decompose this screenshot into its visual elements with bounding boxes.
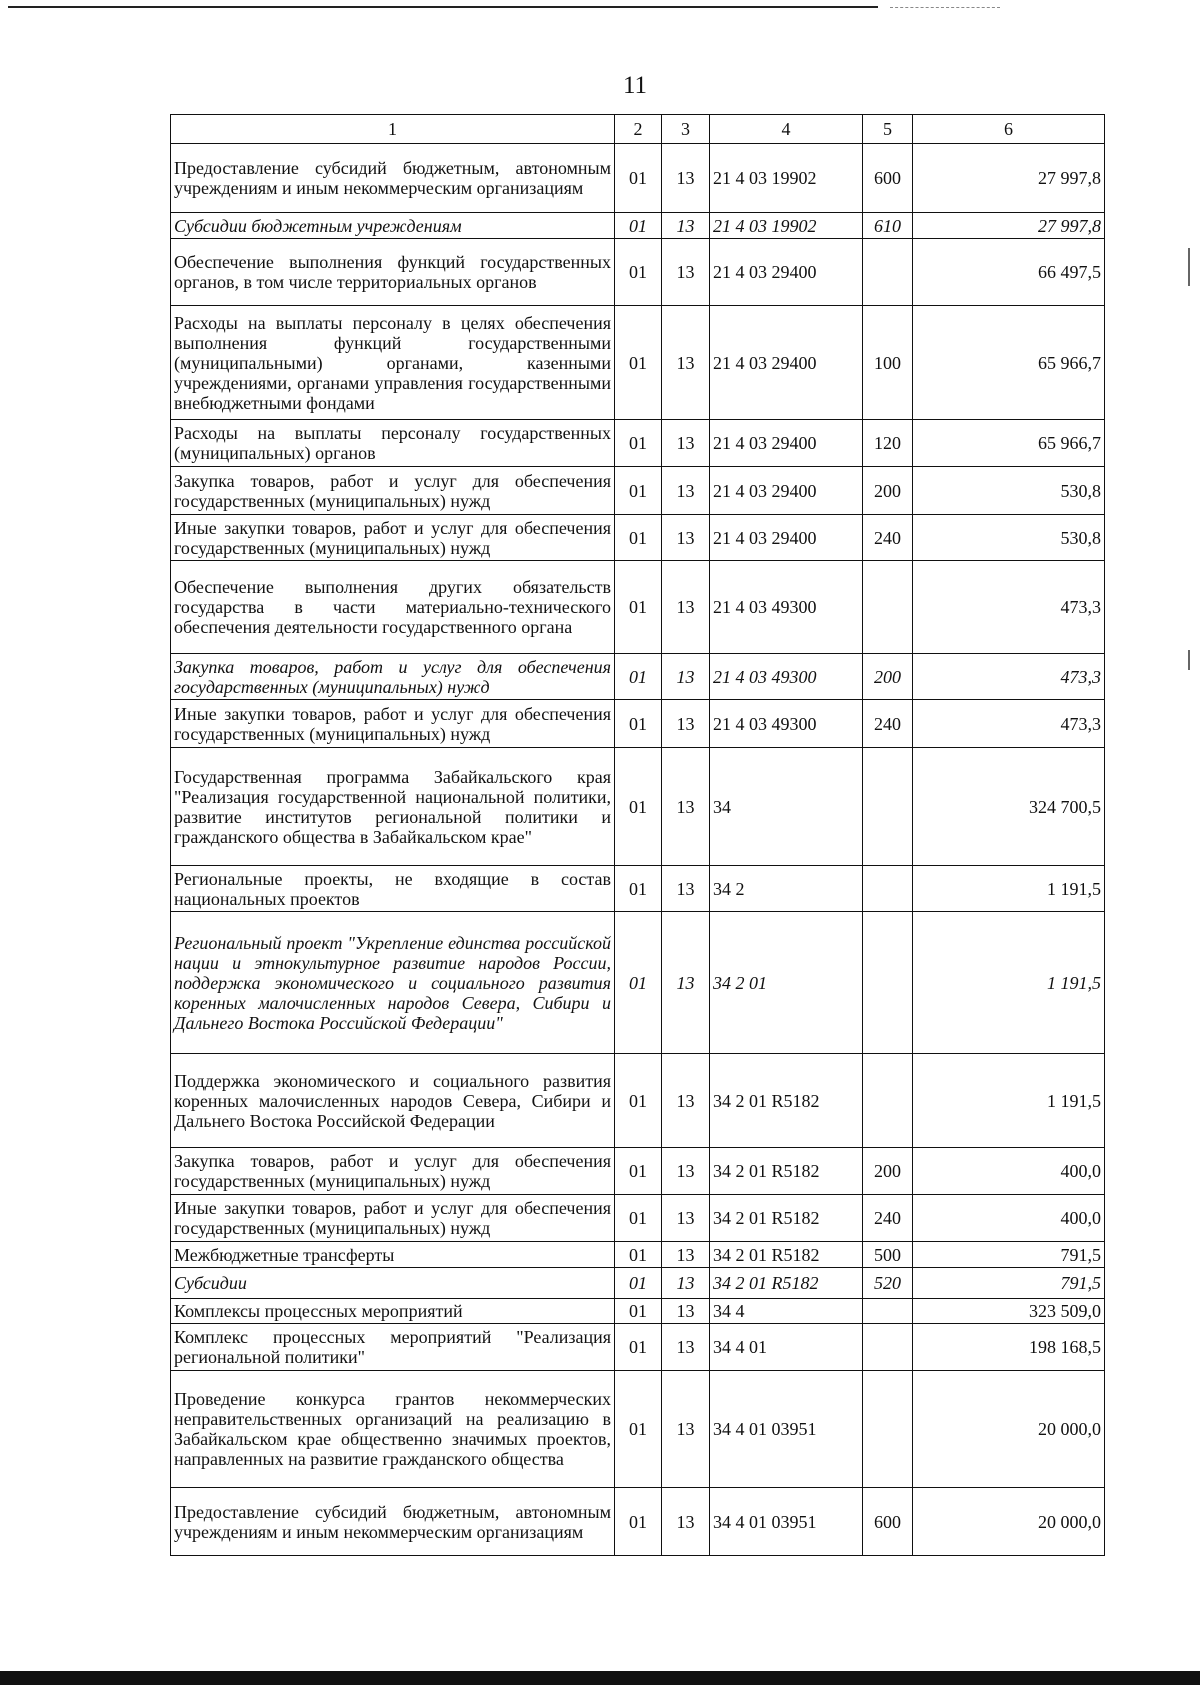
table-row (171, 213, 1105, 239)
row-expense-type-cell: 200 (863, 654, 913, 700)
scan-margin-mark (1188, 248, 1190, 286)
row-target-code-cell: 34 2 01 R5182 (710, 1054, 863, 1148)
row-section-cell: 01 (615, 866, 662, 912)
row-expense-type-cell (863, 912, 913, 1054)
row-amount-cell: 323 509,0 (913, 1299, 1105, 1324)
row-section-cell: 01 (615, 654, 662, 700)
table-row (171, 654, 1105, 700)
row-expense-type-cell (863, 1054, 913, 1148)
row-expense-type-cell (863, 1299, 913, 1324)
row-section-cell: 01 (615, 515, 662, 561)
row-section-cell: 01 (615, 561, 662, 654)
row-subsection-cell: 13 (662, 1299, 710, 1324)
table-row (171, 561, 1105, 654)
row-name-cell: Иные закупки товаров, работ и услуг для обеспечения государственных (муниципальных) нужд (171, 700, 615, 748)
row-section-cell: 01 (615, 144, 662, 213)
row-amount-cell: 791,5 (913, 1268, 1105, 1299)
table-row (171, 306, 1105, 420)
row-expense-type-cell: 600 (863, 1488, 913, 1556)
table-row (171, 1054, 1105, 1148)
row-subsection-cell: 13 (662, 515, 710, 561)
row-target-code-cell: 21 4 03 29400 (710, 239, 863, 306)
row-subsection-cell: 13 (662, 700, 710, 748)
table-row (171, 1324, 1105, 1371)
row-expense-type-cell: 600 (863, 144, 913, 213)
row-target-code-cell: 21 4 03 29400 (710, 467, 863, 515)
row-subsection-cell: 13 (662, 420, 710, 467)
row-target-code-cell: 34 2 01 R5182 (710, 1242, 863, 1268)
row-amount-cell: 400,0 (913, 1148, 1105, 1195)
row-subsection-cell: 13 (662, 1268, 710, 1299)
row-subsection-cell: 13 (662, 1488, 710, 1556)
header-cell-3: 3 (662, 115, 710, 144)
row-section-cell: 01 (615, 700, 662, 748)
row-section-cell: 01 (615, 306, 662, 420)
row-target-code-cell: 34 2 01 R5182 (710, 1148, 863, 1195)
row-subsection-cell: 13 (662, 748, 710, 866)
row-subsection-cell: 13 (662, 1148, 710, 1195)
table-row (171, 1242, 1105, 1268)
row-expense-type-cell (863, 561, 913, 654)
table-row (171, 467, 1105, 515)
row-expense-type-cell: 500 (863, 1242, 913, 1268)
row-target-code-cell: 34 2 (710, 866, 863, 912)
table-row (171, 866, 1105, 912)
row-section-cell: 01 (615, 912, 662, 1054)
row-expense-type-cell: 240 (863, 515, 913, 561)
table-row (171, 1195, 1105, 1242)
row-amount-cell: 66 497,5 (913, 239, 1105, 306)
row-amount-cell: 20 000,0 (913, 1488, 1105, 1556)
row-name-cell: Закупка товаров, работ и услуг для обеспечения государственных (муниципальных) нужд (171, 467, 615, 515)
scan-margin-mark (1188, 650, 1190, 670)
row-amount-cell: 65 966,7 (913, 306, 1105, 420)
row-subsection-cell: 13 (662, 239, 710, 306)
row-name-cell: Поддержка экономического и социального развития коренных малочисленных народов Севера, Сибири и Дальнего Востока Российской Федерации (171, 1054, 615, 1148)
row-section-cell: 01 (615, 1371, 662, 1488)
table-row (171, 748, 1105, 866)
table-row (171, 239, 1105, 306)
row-amount-cell: 65 966,7 (913, 420, 1105, 467)
row-name-cell: Обеспечение выполнения других обязательств государства в части материально-технического обеспечения деятельности государственного органа (171, 561, 615, 654)
row-target-code-cell: 21 4 03 19902 (710, 144, 863, 213)
row-section-cell: 01 (615, 239, 662, 306)
row-subsection-cell: 13 (662, 213, 710, 239)
row-expense-type-cell: 200 (863, 467, 913, 515)
budget-table (170, 114, 1105, 1556)
row-target-code-cell: 21 4 03 29400 (710, 306, 863, 420)
row-section-cell: 01 (615, 1324, 662, 1371)
row-name-cell: Региональный проект "Укрепление единства российской нации и этнокультурное развитие народов России, поддержка экономического и социального развития коренных малочисленных народов Севера, Сибири и Дальнего Востока Российской Федерации" (171, 912, 615, 1054)
header-cell-1: 1 (171, 115, 615, 144)
row-name-cell: Государственная программа Забайкальского края "Реализация государственной национальной политики, развитие институтов региональной политики и гражданского общества в Забайкальском крае" (171, 748, 615, 866)
row-name-cell: Иные закупки товаров, работ и услуг для обеспечения государственных (муниципальных) нужд (171, 515, 615, 561)
row-amount-cell: 1 191,5 (913, 866, 1105, 912)
row-expense-type-cell: 200 (863, 1148, 913, 1195)
row-section-cell: 01 (615, 1054, 662, 1148)
table-row (171, 1148, 1105, 1195)
header-cell-5: 5 (863, 115, 913, 144)
row-section-cell: 01 (615, 1299, 662, 1324)
row-amount-cell: 473,3 (913, 700, 1105, 748)
row-subsection-cell: 13 (662, 912, 710, 1054)
row-target-code-cell: 34 2 01 R5182 (710, 1268, 863, 1299)
row-subsection-cell: 13 (662, 1371, 710, 1488)
row-name-cell: Закупка товаров, работ и услуг для обеспечения государственных (муниципальных) нужд (171, 1148, 615, 1195)
scan-bottom-edge (0, 1671, 1200, 1685)
row-subsection-cell: 13 (662, 144, 710, 213)
row-target-code-cell: 21 4 03 49300 (710, 561, 863, 654)
row-subsection-cell: 13 (662, 866, 710, 912)
row-section-cell: 01 (615, 1242, 662, 1268)
row-amount-cell: 20 000,0 (913, 1371, 1105, 1488)
table-row (171, 700, 1105, 748)
row-target-code-cell: 21 4 03 49300 (710, 654, 863, 700)
row-subsection-cell: 13 (662, 1195, 710, 1242)
row-amount-cell: 530,8 (913, 467, 1105, 515)
row-subsection-cell: 13 (662, 1324, 710, 1371)
row-section-cell: 01 (615, 420, 662, 467)
row-target-code-cell: 34 (710, 748, 863, 866)
row-target-code-cell: 21 4 03 29400 (710, 515, 863, 561)
row-target-code-cell: 34 4 01 (710, 1324, 863, 1371)
row-target-code-cell: 21 4 03 49300 (710, 700, 863, 748)
table-row (171, 515, 1105, 561)
row-name-cell: Комплексы процессных мероприятий (171, 1299, 615, 1324)
table-header-row (171, 115, 1105, 144)
row-expense-type-cell (863, 1371, 913, 1488)
table-row (171, 1268, 1105, 1299)
scan-edge-dashes (890, 7, 1000, 8)
row-section-cell: 01 (615, 467, 662, 515)
row-subsection-cell: 13 (662, 1054, 710, 1148)
row-target-code-cell: 34 4 01 03951 (710, 1488, 863, 1556)
row-amount-cell: 27 997,8 (913, 144, 1105, 213)
row-expense-type-cell: 240 (863, 1195, 913, 1242)
scan-edge-line (8, 6, 878, 8)
row-name-cell: Иные закупки товаров, работ и услуг для обеспечения государственных (муниципальных) нужд (171, 1195, 615, 1242)
row-expense-type-cell: 100 (863, 306, 913, 420)
row-expense-type-cell: 520 (863, 1268, 913, 1299)
row-target-code-cell: 34 2 01 (710, 912, 863, 1054)
row-section-cell: 01 (615, 1195, 662, 1242)
row-amount-cell: 530,8 (913, 515, 1105, 561)
table-row (171, 1299, 1105, 1324)
row-expense-type-cell (863, 866, 913, 912)
row-amount-cell: 400,0 (913, 1195, 1105, 1242)
row-expense-type-cell: 120 (863, 420, 913, 467)
row-target-code-cell: 34 4 (710, 1299, 863, 1324)
row-name-cell: Расходы на выплаты персоналу в целях обеспечения выполнения функций государственными (муниципальными) органами, казенными учреждениями, органами управления государственными внебюджетными фондами (171, 306, 615, 420)
row-section-cell: 01 (615, 1148, 662, 1195)
row-target-code-cell: 21 4 03 19902 (710, 213, 863, 239)
row-amount-cell: 473,3 (913, 561, 1105, 654)
header-cell-4: 4 (710, 115, 863, 144)
row-expense-type-cell (863, 1324, 913, 1371)
row-target-code-cell: 34 2 01 R5182 (710, 1195, 863, 1242)
row-target-code-cell: 34 4 01 03951 (710, 1371, 863, 1488)
table-row (171, 912, 1105, 1054)
table-row (171, 1371, 1105, 1488)
row-amount-cell: 1 191,5 (913, 912, 1105, 1054)
row-expense-type-cell (863, 748, 913, 866)
row-amount-cell: 27 997,8 (913, 213, 1105, 239)
row-subsection-cell: 13 (662, 1242, 710, 1268)
row-name-cell: Субсидии (171, 1268, 615, 1299)
row-name-cell: Обеспечение выполнения функций государственных органов, в том числе территориальных органов (171, 239, 615, 306)
row-name-cell: Субсидии бюджетным учреждениям (171, 213, 615, 239)
row-subsection-cell: 13 (662, 467, 710, 515)
row-amount-cell: 473,3 (913, 654, 1105, 700)
row-section-cell: 01 (615, 1488, 662, 1556)
table-row (171, 1488, 1105, 1556)
row-name-cell: Комплекс процессных мероприятий "Реализация региональной политики" (171, 1324, 615, 1371)
row-amount-cell: 324 700,5 (913, 748, 1105, 866)
row-expense-type-cell: 240 (863, 700, 913, 748)
row-name-cell: Предоставление субсидий бюджетным, автономным учреждениям и иным некоммерческим организациям (171, 144, 615, 213)
row-amount-cell: 791,5 (913, 1242, 1105, 1268)
row-subsection-cell: 13 (662, 561, 710, 654)
row-section-cell: 01 (615, 748, 662, 866)
header-cell-2: 2 (615, 115, 662, 144)
row-section-cell: 01 (615, 1268, 662, 1299)
row-amount-cell: 1 191,5 (913, 1054, 1105, 1148)
row-amount-cell: 198 168,5 (913, 1324, 1105, 1371)
row-section-cell: 01 (615, 213, 662, 239)
row-name-cell: Региональные проекты, не входящие в состав национальных проектов (171, 866, 615, 912)
row-name-cell: Закупка товаров, работ и услуг для обеспечения государственных (муниципальных) нужд (171, 654, 615, 700)
table-row (171, 420, 1105, 467)
row-expense-type-cell (863, 239, 913, 306)
row-expense-type-cell: 610 (863, 213, 913, 239)
row-subsection-cell: 13 (662, 306, 710, 420)
header-cell-6: 6 (913, 115, 1105, 144)
page-number: 11 (622, 72, 648, 99)
row-target-code-cell: 21 4 03 29400 (710, 420, 863, 467)
row-name-cell: Предоставление субсидий бюджетным, автономным учреждениям и иным некоммерческим организациям (171, 1488, 615, 1556)
row-name-cell: Расходы на выплаты персоналу государственных (муниципальных) органов (171, 420, 615, 467)
table-row (171, 144, 1105, 213)
row-name-cell: Межбюджетные трансферты (171, 1242, 615, 1268)
row-name-cell: Проведение конкурса грантов некоммерческих неправительственных организаций на реализацию в Забайкальском крае общественно значимых проектов, направленных на развитие гражданского общества (171, 1371, 615, 1488)
row-subsection-cell: 13 (662, 654, 710, 700)
